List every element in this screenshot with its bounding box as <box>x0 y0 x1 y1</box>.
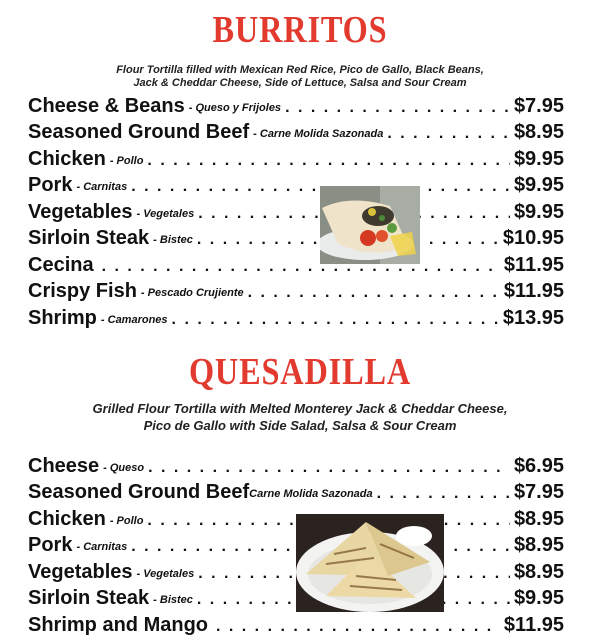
item-subtitle: - Carnitas <box>76 541 128 553</box>
item-subtitle: - Pescado Crujiente <box>140 287 244 299</box>
item-name: Shrimp <box>28 306 97 329</box>
item-name: Chicken <box>28 507 106 530</box>
item-price: $13.95 <box>502 306 564 329</box>
item-price: $9.95 <box>513 147 564 170</box>
item-name: Seasoned Ground Beef <box>28 481 250 503</box>
quesadilla-description <box>0 400 600 434</box>
menu-item <box>28 117 564 144</box>
item-price: $6.95 <box>513 454 564 477</box>
menu-item <box>28 477 564 504</box>
burritos-title: BURRITOS <box>212 9 388 51</box>
item-name: Vegetables <box>28 560 133 583</box>
quesadilla-description-line1: Grilled Flour Tortilla with Melted Monterey Jack & Cheddar Cheese, <box>92 401 508 416</box>
item-subtitle: - Vegetales <box>136 207 195 220</box>
item-name: Chicken <box>28 147 106 170</box>
item-price: $11.95 <box>503 613 564 636</box>
item-subtitle: - Pollo <box>109 154 144 167</box>
item-price: $8.95 <box>513 534 564 556</box>
burritos-description-line1: Flour Tortilla filled with Mexican Red Rice, Pico de Gallo, Black Beans, <box>116 64 484 76</box>
dot-leader <box>216 618 500 636</box>
item-price: $8.95 <box>513 507 564 530</box>
burritos-section <box>0 10 600 90</box>
item-price: $7.95 <box>513 481 564 503</box>
burrito-photo <box>320 186 420 264</box>
item-price: $11.95 <box>503 253 564 276</box>
menu-item <box>28 450 564 477</box>
menu-item <box>28 302 564 329</box>
quesadilla-section <box>0 352 600 434</box>
item-subtitle: - Vegetales <box>136 567 195 580</box>
menu-item <box>28 170 564 197</box>
item-name: Cheese & Beans <box>28 94 185 117</box>
menu-item <box>28 90 564 117</box>
item-name: Cecina <box>28 253 94 276</box>
item-price: $9.95 <box>513 587 564 609</box>
menu-item <box>28 196 564 223</box>
item-subtitle: - Bistec <box>153 594 193 606</box>
item-price: $10.95 <box>502 227 564 249</box>
menu-item <box>28 223 564 250</box>
burritos-description-line2: Jack & Cheddar Cheese, Side of Lettuce, Salsa and Sour Cream <box>133 77 467 89</box>
item-name: Shrimp and Mango <box>28 613 208 636</box>
item-name: Sirloin Steak <box>28 587 150 609</box>
dot-leader <box>248 284 500 302</box>
item-name: Sirloin Steak <box>28 227 150 249</box>
burritos-description <box>0 64 600 90</box>
item-name: Pork <box>28 174 73 196</box>
dot-leader <box>285 99 510 117</box>
item-name: Pork <box>28 534 73 556</box>
dot-leader <box>102 258 500 276</box>
dot-leader <box>387 125 510 143</box>
item-subtitle: - Carne Molida Sazonada <box>253 128 384 140</box>
menu-item <box>28 609 564 636</box>
item-name: Vegetables <box>28 200 133 223</box>
item-name: Cheese <box>28 454 100 477</box>
item-subtitle: - Queso <box>103 461 145 474</box>
dot-leader <box>172 311 499 329</box>
quesadilla-photo <box>296 514 444 612</box>
menu-item <box>28 249 564 276</box>
item-subtitle: Carne Molida Sazonada <box>249 488 373 500</box>
item-subtitle: - Carnitas <box>76 181 128 193</box>
quesadilla-description-line2: Pico de Gallo with Side Salad, Salsa & Sour Cream <box>143 418 457 433</box>
item-name: Seasoned Ground Beef <box>28 121 250 143</box>
item-price: $8.95 <box>513 121 564 143</box>
quesadilla-title: QUESADILLA <box>188 351 412 393</box>
item-price: $9.95 <box>513 200 564 223</box>
dot-leader <box>147 152 510 170</box>
item-price: $8.95 <box>513 560 564 583</box>
item-name: Crispy Fish <box>28 280 137 302</box>
item-price: $7.95 <box>513 94 564 117</box>
dot-leader <box>377 485 510 503</box>
menu-item <box>28 276 564 303</box>
burritos-menu-list <box>28 90 564 329</box>
menu-item <box>28 143 564 170</box>
item-price: $9.95 <box>513 174 564 196</box>
item-price: $11.95 <box>503 280 564 302</box>
item-subtitle: - Bistec <box>153 234 193 246</box>
item-subtitle: - Camarones <box>100 313 168 326</box>
item-subtitle: - Pollo <box>109 514 144 527</box>
dot-leader <box>148 459 510 477</box>
item-subtitle: - Queso y Frijoles <box>188 101 282 114</box>
